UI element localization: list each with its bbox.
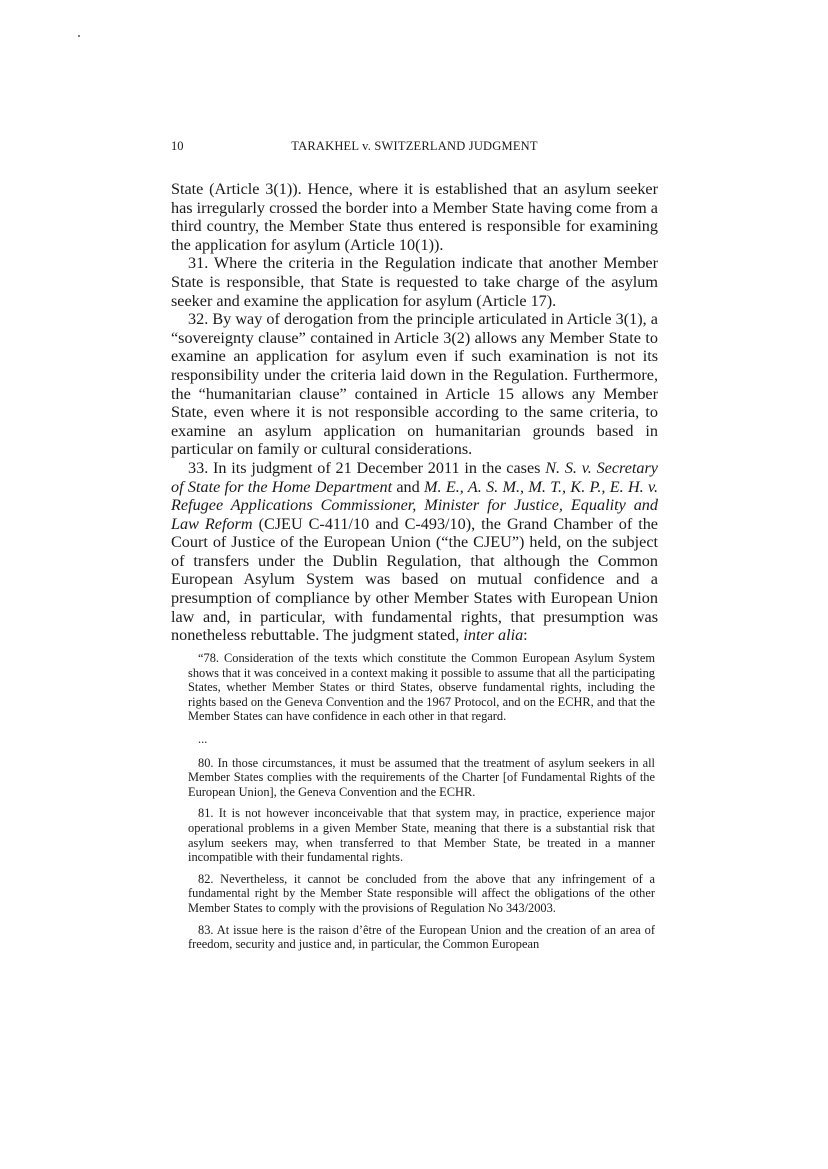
quote-ellipsis: ... xyxy=(198,731,208,746)
quote-paragraph-83: 83. At issue here is the raison d’être of the European Union and the creation of an area of freedom, security and justice and, in particular, the Common European xyxy=(188,922,655,952)
case-name-ns: N. S. v. Secretary of State for the Home Department xyxy=(171,458,658,496)
paragraph-32: 32. By way of derogation from the principle articulated in Article 3(1), a “sovereignty clause” contained in Article 3(2) allows any Member State to examine an application for asylum even if such examination is not its responsibility under the criteria laid down in the Regulation. Furthermore, the “humanitarian clause” contained in Article 15 allows any Member State, even where it is not responsible according to the same criteria, to examine an asylum application on humanitarian grounds based in particular on family or cultural considerations. xyxy=(171,310,658,459)
paragraph-31: 31. Where the criteria in the Regulation indicate that another Member State is responsible, that State is requested to take charge of the asylum seeker and examine the application for asylum (Article 17). xyxy=(171,254,658,310)
quote-paragraph-78: “78. Consideration of the texts which constitute the Common European Asylum System shows that it was conceived in a context making it possible to assume that all the participating States, whether Member States or third States, observe fundamental rights, including the rights based on the Geneva Convention and the 1967 Protocol, and on the ECHR, and that the Member States can have confidence in each other in that regard. xyxy=(188,651,655,724)
quote-paragraph-80: 80. In those circumstances, it must be assumed that the treatment of asylum seekers in all Member States complies with the requirements of the Charter [of Fundamental Rights of the European Union], the Geneva Convention and the ECHR. xyxy=(188,755,655,799)
quote-paragraph-82: 82. Nevertheless, it cannot be concluded from the above that any infringement of a fundamental right by the Member State responsible will affect the obligations of the other Member States to comply with the provisions of Regulation No 343/2003. xyxy=(188,871,655,915)
paragraph-33-text-a: 33. In its judgment of 21 December 2011 in the cases xyxy=(188,458,546,477)
page-header xyxy=(171,139,658,157)
quote-paragraph-81: 81. It is not however inconceivable that that system may, in practice, experience major operational problems in a given Member State, meaning that there is a substantial risk that asylum seekers may, when transferred to that Member State, be treated in a manner incompatible with their fundamental rights. xyxy=(188,806,655,865)
case-name-me: M. E., A. S. M., M. T., K. P., E. H. v. Refugee Applications Commissioner, Minister for Justice, Equality and Law Reform xyxy=(171,477,659,533)
paragraph-33-text-d: : xyxy=(523,626,528,645)
running-title: TARAKHEL v. SWITZERLAND JUDGMENT xyxy=(291,139,538,153)
paragraph-continuation: State (Article 3(1)). Hence, where it is established that an asylum seeker has irregularly crossed the border into a Member State having come from a third country, the Member State thus entered is responsible for examining the application for asylum (Article 10(1)). xyxy=(171,180,658,254)
paragraph-33-text-b: and xyxy=(392,477,425,496)
body-text xyxy=(171,180,658,645)
inter-alia: inter alia xyxy=(463,626,524,645)
block-quote xyxy=(188,651,655,959)
paragraph-33-text-c: (CJEU C-411/10 and C-493/10), the Grand Chamber of the Court of Justice of the European Union (“the CJEU”) held, on the subject of transfers under the Dublin Regulation, that although the Common European Asylum System was based on mutual confidence and a presumption of compliance by other Member States with European Union law and, in particular, with fundamental rights, that presumption was nonetheless rebuttable. The judgment stated, xyxy=(171,514,658,645)
page-number: 10 xyxy=(171,139,184,153)
paragraph-33 xyxy=(171,459,658,645)
scan-speck xyxy=(78,35,80,37)
